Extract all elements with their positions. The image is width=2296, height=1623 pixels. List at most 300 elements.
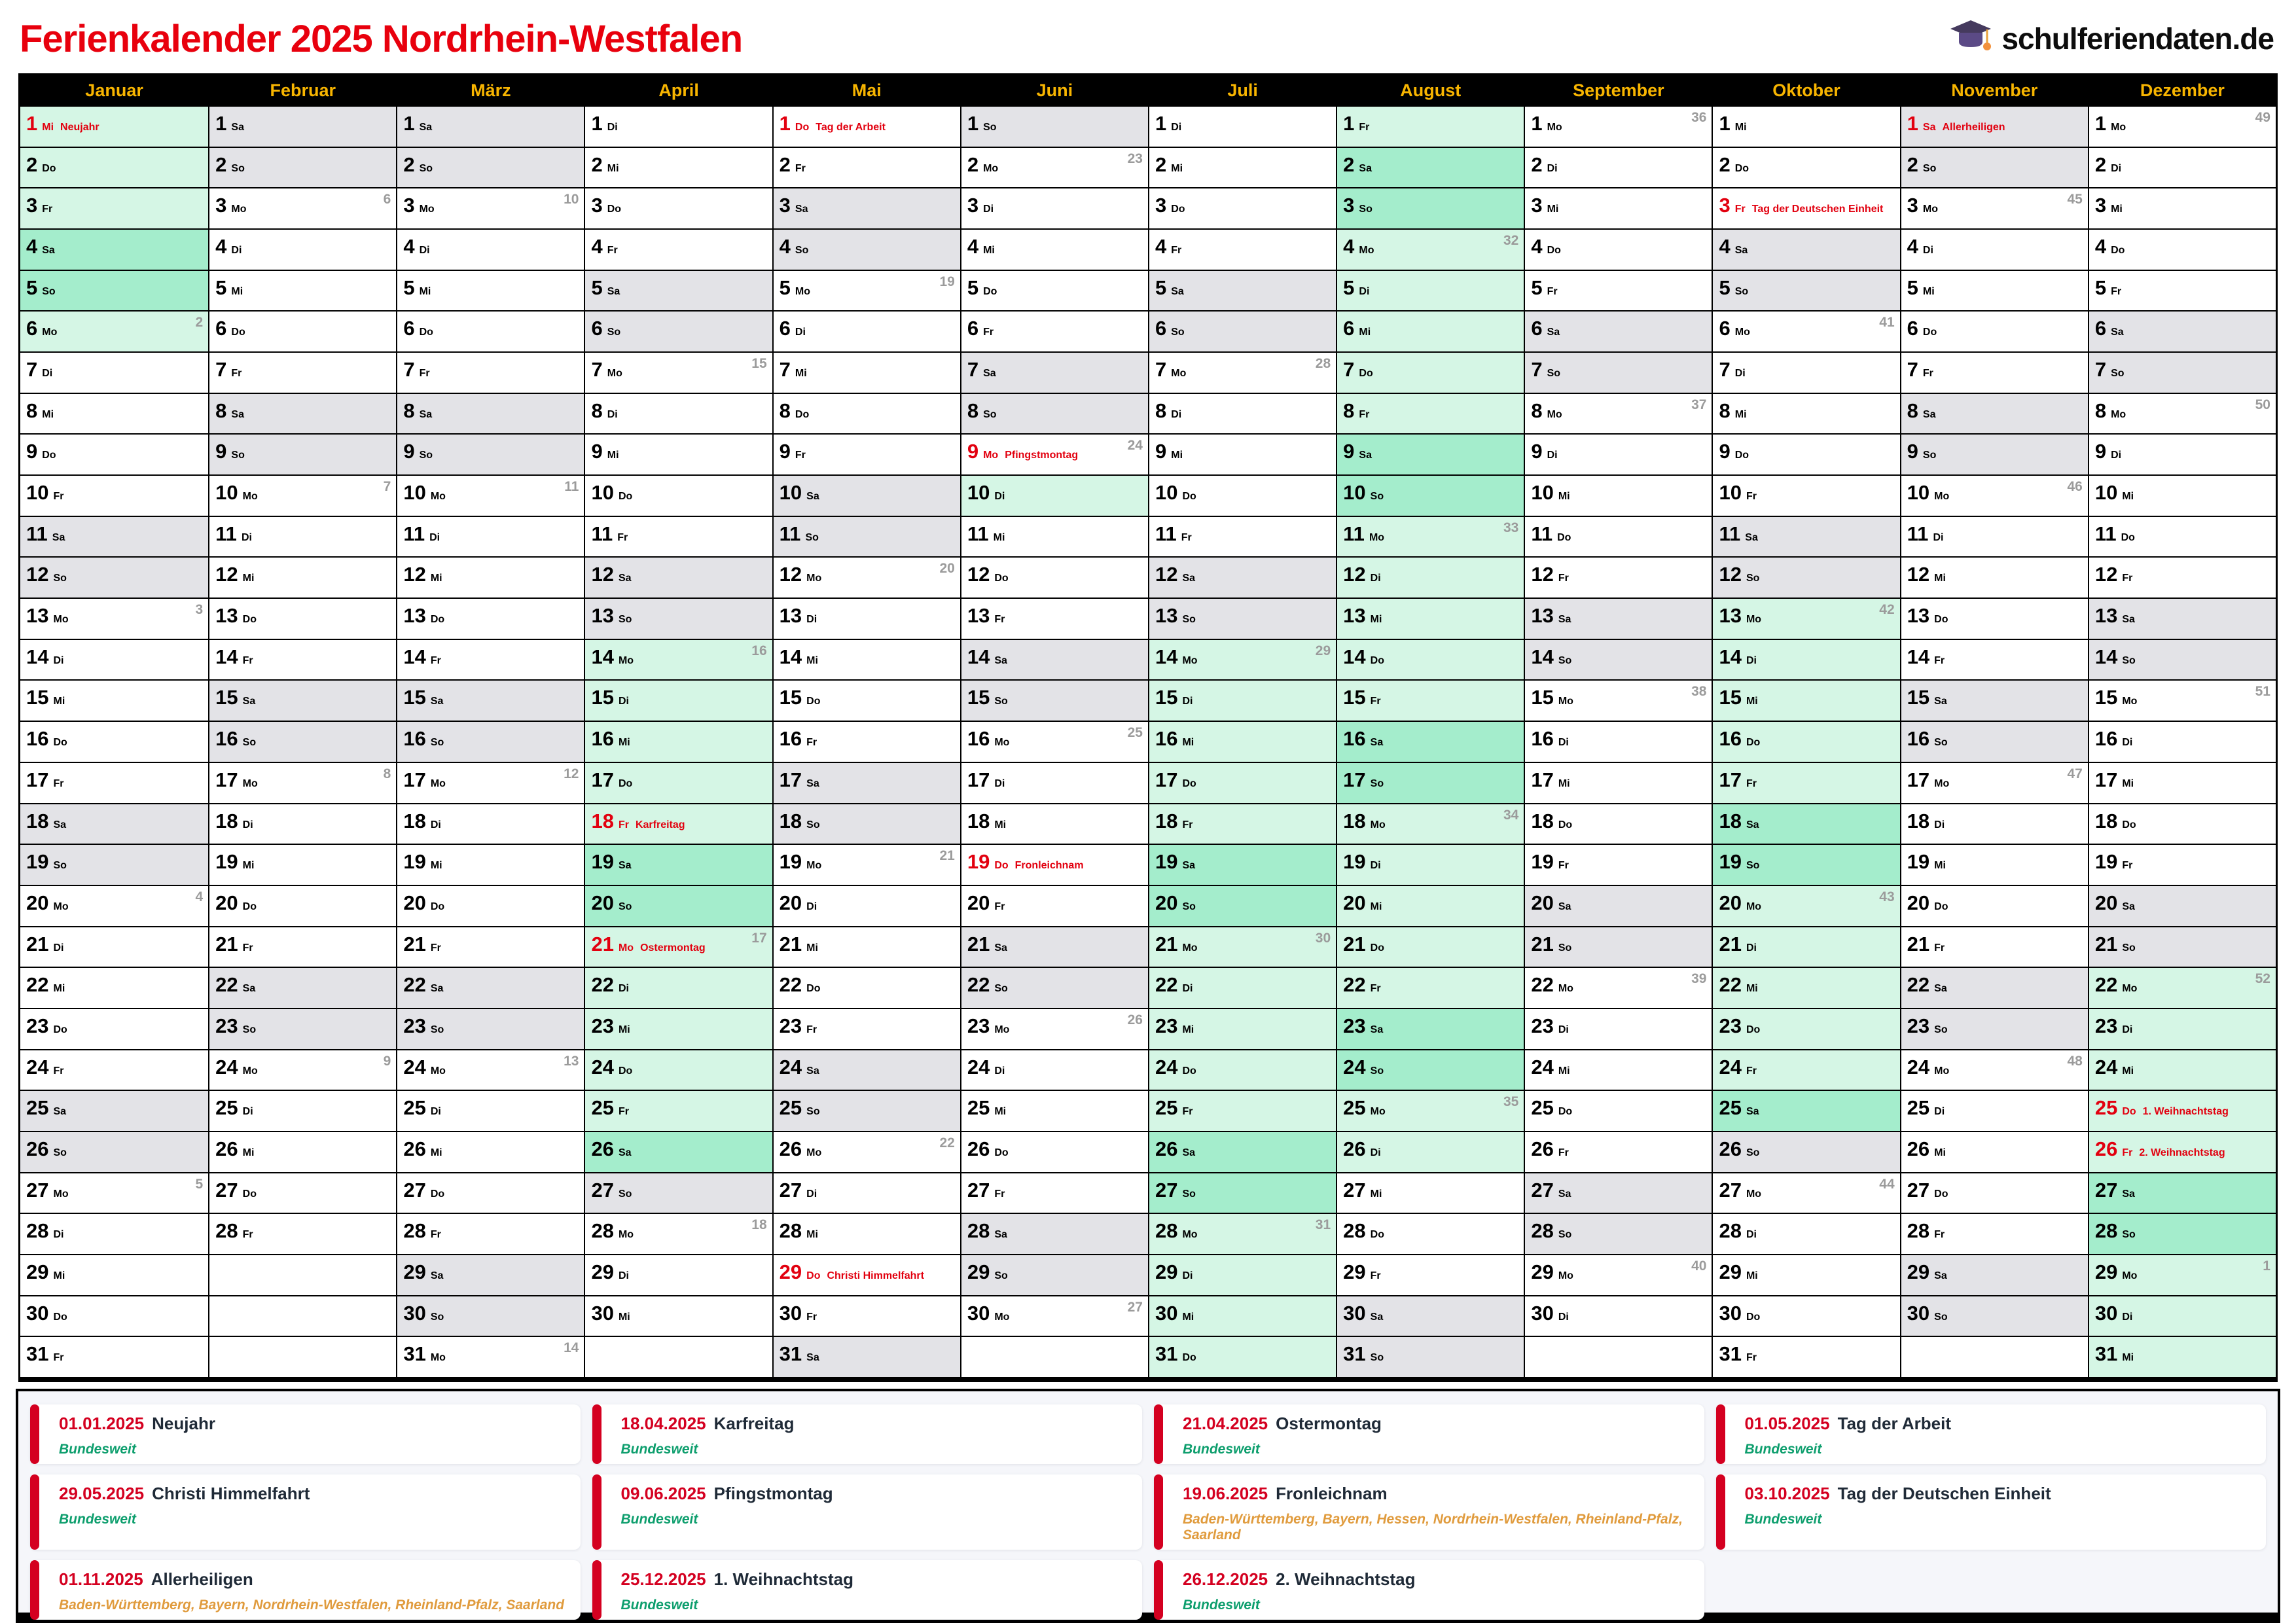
day-cell-januar-11 [20,516,208,557]
day-number: 25 [967,1096,990,1120]
day-cell-august-22 [1337,967,1524,1008]
day-number: 18 [967,809,990,832]
public-holiday-label: Fronleichnam [1014,860,1084,872]
day-number: 8 [1719,399,1731,422]
weekday-label: Mo [983,162,999,174]
weekday-label: Fr [53,777,64,789]
weekday-label: Mo [1558,696,1573,707]
week-number: 50 [2255,397,2270,412]
day-cell-april-27 [585,1172,772,1213]
day-number: 1 [1719,112,1731,135]
day-number: 20 [591,891,614,914]
public-holiday-label: Allerheiligen [1942,122,2005,133]
weekday-label: Di [607,408,618,420]
day-number: 22 [1907,973,1930,997]
day-number: 12 [1719,563,1742,586]
weekday-label: Do [2122,819,2136,830]
weekday-label: Fr [617,531,628,543]
day-number: 8 [26,399,38,422]
weekday-label: Do [1182,777,1196,789]
weekday-label: Di [242,819,253,830]
weekday-label: Sa [52,531,65,543]
weekday-label: Sa [1547,327,1560,338]
empty-cell [209,1336,396,1377]
weekday-label: Fr [994,1188,1005,1200]
day-cell-august-1 [1337,105,1524,147]
weekday-label: Fr [231,368,242,380]
week-number: 19 [939,274,955,289]
weekday-label: So [618,614,632,626]
weekday-label: Sa [1370,737,1384,749]
weekday-label: Do [53,737,67,749]
weekday-label: Di [1182,1270,1193,1281]
day-number: 26 [1343,1137,1366,1160]
day-cell-oktober-2 [1713,147,1899,188]
day-number: 9 [1343,440,1355,463]
weekday-label: Mi [419,285,431,297]
day-number: 28 [403,1219,426,1243]
weekday-label: Di [242,1106,253,1118]
day-number: 2 [591,152,603,176]
day-cell-juli-17 [1149,762,1336,803]
day-cell-november-26 [1901,1131,2088,1172]
weekday-label: Mo [994,1024,1010,1035]
day-cell-oktober-18 [1713,803,1899,844]
day-number: 7 [967,358,979,382]
weekday-label: Di [53,654,64,666]
day-number: 23 [1531,1014,1554,1037]
weekday-label: So [1558,654,1572,666]
legend-regions: Bundesweit [620,1597,698,1613]
day-cell-dezember-30 [2089,1295,2276,1336]
day-cell-september-11 [1525,516,1712,557]
weekday-label: Sa [1182,573,1196,584]
day-number: 20 [967,891,990,914]
weekday-label: Fr [430,942,441,954]
day-number: 24 [26,1055,49,1079]
day-cell-dezember-5 [2089,270,2276,311]
day-cell-februar-24 [209,1049,396,1090]
day-number: 4 [591,235,603,259]
day-cell-oktober-6 [1713,310,1899,351]
day-number: 17 [967,768,990,791]
day-number: 31 [26,1342,49,1366]
day-number: 8 [1531,399,1543,422]
day-cell-dezember-1 [2089,105,2276,147]
weekday-label: So [1734,285,1749,297]
day-cell-märz-26 [397,1131,584,1172]
weekday-label: Mo [1558,983,1573,995]
day-number: 6 [967,317,979,340]
week-number: 18 [751,1217,767,1233]
day-number: 14 [1719,645,1742,668]
weekday-label: Fr [1370,983,1381,995]
day-number: 4 [403,235,415,259]
weekday-label: So [42,285,56,297]
day-number: 28 [26,1219,49,1243]
weekday-label: Mi [1746,983,1758,995]
weekday-label: Do [1370,942,1384,954]
month-header-januar: Januar [20,75,208,105]
day-number: 15 [1531,686,1554,709]
weekday-label: Mi [1746,696,1758,707]
day-cell-dezember-14 [2089,639,2276,680]
day-cell-november-1 [1901,105,2088,147]
weekday-label: So [1558,1229,1572,1241]
legend-regions: Baden-Württemberg, Bayern, Hessen, Nordrhein-Westfalen, Rheinland-Pfalz, Saarland [1183,1512,1683,1543]
day-number: 13 [215,604,238,628]
weekday-label: Di [1171,122,1182,133]
month-column-februar [208,75,396,1377]
day-number: 27 [1531,1178,1554,1202]
weekday-label: So [2122,942,2136,954]
weekday-label: Di [1370,573,1381,584]
day-cell-november-2 [1901,147,2088,188]
day-cell-januar-20 [20,885,208,926]
day-cell-september-18 [1525,803,1712,844]
day-cell-juli-2 [1149,147,1336,188]
day-cell-oktober-4 [1713,228,1899,270]
weekday-label: Fr [1746,1352,1757,1364]
day-number: 14 [1155,645,1178,668]
legend-date: 01.05.2025 [1744,1414,1830,1433]
day-number: 3 [1155,194,1167,217]
public-holiday-label: Karfreitag [635,819,685,830]
month-header-februar: Februar [209,75,396,105]
day-number: 21 [779,932,802,955]
day-cell-dezember-9 [2089,433,2276,474]
day-number: 20 [1343,891,1366,914]
weekday-label: So [430,1311,444,1323]
day-cell-september-29 [1525,1254,1712,1295]
weekday-label: Do [42,450,56,461]
weekday-label: Di [1934,819,1945,830]
week-number: 15 [751,356,767,372]
day-number: 18 [779,809,802,832]
day-cell-april-14 [585,639,772,680]
weekday-label: Di [618,983,629,995]
day-cell-november-16 [1901,721,2088,762]
day-number: 9 [1531,440,1543,463]
day-cell-dezember-8 [2089,393,2276,434]
day-number: 16 [1155,727,1178,751]
weekday-label: Fr [806,1311,817,1323]
day-number: 20 [215,891,238,914]
weekday-label: Mo [1182,942,1198,954]
day-number: 31 [1719,1342,1742,1366]
day-cell-januar-4 [20,228,208,270]
weekday-label: Do [1934,1188,1948,1200]
day-cell-januar-30 [20,1295,208,1336]
day-cell-januar-22 [20,967,208,1008]
day-cell-august-24 [1337,1049,1524,1090]
legend-card-ostermontag [1154,1404,1704,1464]
week-number: 5 [195,1176,204,1192]
weekday-label: Mo [1182,1229,1198,1241]
day-cell-märz-13 [397,597,584,639]
day-number: 2 [967,152,979,176]
weekday-label: Mi [993,531,1005,543]
day-number: 18 [1343,809,1366,832]
day-cell-juni-29 [961,1254,1148,1295]
day-cell-oktober-21 [1713,926,1899,967]
day-number: 21 [591,932,614,955]
weekday-label: Fr [53,491,64,503]
day-number: 5 [403,276,415,299]
weekday-label: So [795,245,809,257]
weekday-label: Mi [618,1024,630,1035]
day-number: 16 [591,727,614,751]
day-number: 8 [1907,399,1918,422]
day-number: 20 [2094,891,2118,914]
day-number: 18 [403,809,426,832]
day-cell-november-21 [1901,926,2088,967]
weekday-label: Mi [806,942,818,954]
day-number: 23 [1343,1014,1366,1037]
day-number: 16 [1907,727,1930,751]
day-number: 14 [967,645,990,668]
weekday-label: Do [994,1147,1009,1158]
day-number: 22 [779,973,802,997]
day-cell-märz-27 [397,1172,584,1213]
weekday-label: Mi [242,1147,255,1158]
weekday-label: Fr [2122,1147,2133,1158]
month-column-juni [960,75,1148,1377]
legend-holiday-name: 1. Weihnachtstag [713,1569,853,1589]
day-number: 8 [215,399,227,422]
weekday-label: Sa [1734,245,1748,257]
day-cell-august-20 [1337,885,1524,926]
day-number: 2 [1907,152,1918,176]
weekday-label: Mo [419,204,435,215]
day-number: 9 [403,440,415,463]
day-cell-juni-28 [961,1213,1148,1254]
weekday-label: Sa [242,696,256,707]
day-cell-april-10 [585,474,772,516]
day-number: 13 [1719,604,1742,628]
week-number: 17 [751,930,767,946]
legend-holiday-name: Neujahr [152,1414,215,1433]
weekday-label: Do [1746,1024,1761,1035]
weekday-label: Mo [53,901,69,912]
day-cell-juli-31 [1149,1336,1336,1377]
weekday-label: Mo [806,1147,822,1158]
weekday-label: So [1370,777,1384,789]
weekday-label: Di [2122,737,2133,749]
day-number: 13 [403,604,426,628]
day-number: 14 [1343,645,1366,668]
weekday-label: Mi [983,245,995,257]
weekday-label: Mi [806,1229,818,1241]
weekday-label: So [231,162,245,174]
day-number: 13 [1343,604,1366,628]
weekday-label: Di [430,819,441,830]
day-cell-november-11 [1901,516,2088,557]
day-number: 21 [1531,932,1554,955]
day-cell-februar-14 [209,639,396,680]
day-cell-november-3 [1901,187,2088,228]
day-cell-oktober-11 [1713,516,1899,557]
day-cell-oktober-14 [1713,639,1899,680]
legend-holiday-name: Christi Himmelfahrt [152,1484,310,1503]
legend-date: 25.12.2025 [620,1569,706,1589]
weekday-label: Di [806,901,817,912]
weekday-label: Do [1182,1065,1196,1077]
weekday-label: Do [795,408,810,420]
weekday-label: Mo [1934,777,1950,789]
day-cell-august-23 [1337,1008,1524,1049]
day-number: 1 [2094,112,2107,135]
day-number: 23 [1719,1014,1742,1037]
day-cell-juli-12 [1149,556,1336,597]
legend-date: 21.04.2025 [1183,1414,1268,1433]
day-cell-november-25 [1901,1090,2088,1131]
week-number: 8 [383,766,391,781]
day-number: 21 [215,932,238,955]
weekday-label: Sa [2122,614,2135,626]
weekday-label: Di [1558,1024,1569,1035]
day-number: 15 [967,686,990,709]
day-cell-august-4 [1337,228,1524,270]
day-cell-dezember-20 [2089,885,2276,926]
day-number: 1 [591,112,603,135]
day-cell-januar-6 [20,310,208,351]
day-number: 19 [1531,850,1554,874]
day-cell-februar-25 [209,1090,396,1131]
weekday-label: Mi [42,408,54,420]
day-cell-mai-21 [774,926,960,967]
day-number: 19 [1343,850,1366,874]
day-cell-november-8 [1901,393,2088,434]
day-cell-märz-9 [397,433,584,474]
weekday-label: So [1934,737,1948,749]
day-cell-januar-31 [20,1336,208,1377]
day-number: 22 [403,973,426,997]
day-cell-august-14 [1337,639,1524,680]
day-number: 10 [1719,481,1742,505]
weekday-label: Mo [618,1229,634,1241]
weekday-label: Mi [1934,1147,1946,1158]
weekday-label: Do [1746,1311,1761,1323]
weekday-label: Di [53,942,64,954]
day-number: 25 [1907,1096,1930,1120]
weekday-label: Di [806,614,817,626]
weekday-label: Sa [1934,983,1947,995]
weekday-label: Do [1370,654,1384,666]
weekday-label: Mi [1182,737,1194,749]
weekday-label: Sa [1934,696,1947,707]
week-number: 21 [939,848,955,864]
weekday-label: Mi [1182,1024,1194,1035]
day-number: 11 [403,522,425,545]
weekday-label: Mo [242,491,258,503]
day-cell-juni-27 [961,1172,1148,1213]
day-number: 7 [1155,358,1167,382]
weekday-label: Fr [419,368,430,380]
month-header-dezember: Dezember [2089,75,2276,105]
day-cell-dezember-16 [2089,721,2276,762]
day-cell-april-28 [585,1213,772,1254]
weekday-label: So [994,983,1008,995]
weekday-label: Mo [2111,408,2126,420]
day-cell-september-23 [1525,1008,1712,1049]
day-number: 12 [1155,563,1178,586]
day-number: 5 [26,276,38,299]
day-number: 12 [1343,563,1366,586]
day-cell-mai-9 [774,433,960,474]
weekday-label: Mo [1934,491,1950,503]
week-number: 46 [2067,479,2083,495]
day-number: 1 [1343,112,1355,135]
weekday-label: Fr [242,942,253,954]
day-number: 16 [1343,727,1366,751]
day-number: 3 [2094,194,2107,217]
day-cell-oktober-9 [1713,433,1899,474]
day-number: 22 [967,973,990,997]
day-number: 10 [967,481,990,505]
weekday-label: So [1934,1024,1948,1035]
weekday-label: Fr [1182,819,1193,830]
day-number: 4 [1531,235,1543,259]
day-number: 10 [215,481,238,505]
day-number: 24 [779,1055,802,1079]
day-cell-april-13 [585,597,772,639]
day-cell-märz-1 [397,105,584,147]
day-cell-mai-28 [774,1213,960,1254]
weekday-label: Mo [1922,204,1939,215]
day-number: 12 [1531,563,1554,586]
weekday-label: Mo [806,860,822,872]
day-number: 29 [1343,1260,1366,1283]
day-cell-märz-20 [397,885,584,926]
day-number: 26 [967,1137,990,1160]
weekday-label: Do [430,1188,445,1200]
weekday-label: Fr [618,1106,629,1118]
day-number: 23 [1155,1014,1178,1037]
weekday-label: Sa [53,819,67,830]
day-number: 18 [1531,809,1554,832]
day-number: 14 [779,645,802,668]
weekday-label: Sa [1922,122,1936,133]
weekday-label: Mi [618,737,630,749]
day-cell-märz-23 [397,1008,584,1049]
weekday-label: Sa [1934,1270,1947,1281]
day-cell-dezember-28 [2089,1213,2276,1254]
day-number: 23 [26,1014,49,1037]
day-number: 28 [1155,1219,1178,1243]
weekday-label: Sa [618,860,632,872]
day-cell-februar-20 [209,885,396,926]
day-cell-februar-12 [209,556,396,597]
day-cell-mai-29 [774,1254,960,1295]
day-number: 24 [967,1055,990,1079]
weekday-label: Mi [430,860,442,872]
weekday-label: Sa [983,368,996,380]
day-cell-februar-1 [209,105,396,147]
weekday-label: So [1922,450,1937,461]
week-number: 6 [383,192,391,207]
weekday-label: Mo [1547,122,1562,133]
weekday-label: Do [806,1270,821,1281]
day-cell-august-10 [1337,474,1524,516]
day-number: 6 [2094,317,2107,340]
day-cell-märz-19 [397,844,584,885]
day-cell-august-3 [1337,187,1524,228]
empty-cell [209,1254,396,1295]
day-number: 21 [1719,932,1742,955]
day-number: 4 [1719,235,1731,259]
day-cell-september-7 [1525,351,1712,393]
